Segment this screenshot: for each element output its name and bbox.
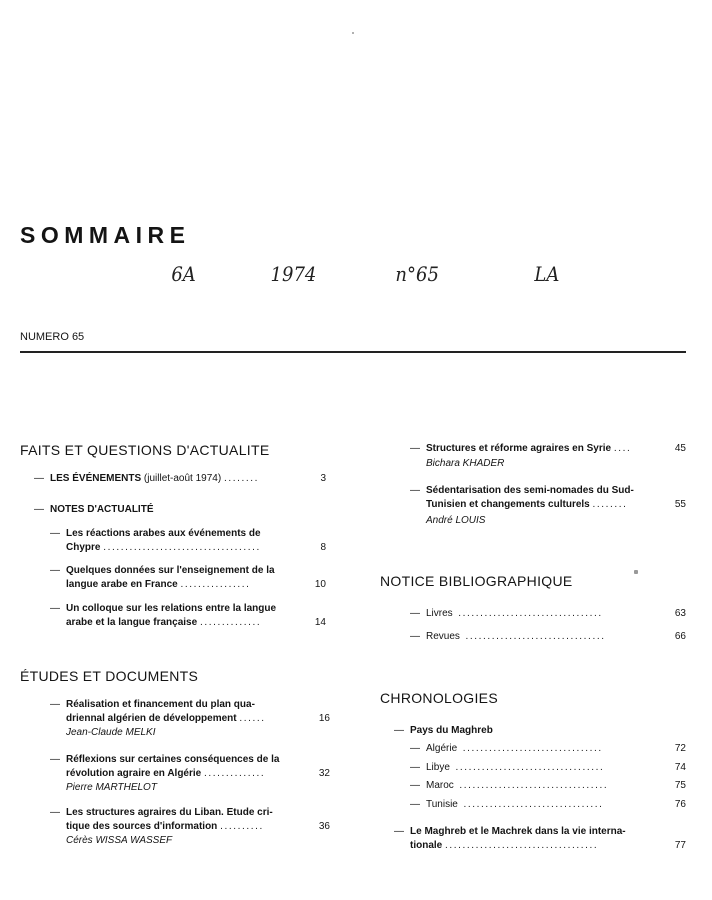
section-heading-etudes: ÉTUDES ET DOCUMENTS bbox=[20, 668, 199, 684]
section-heading-chronologies: CHRONOLOGIES bbox=[380, 690, 498, 706]
toc-entry-note: — Quelques données sur l'enseignement de la langue arabe en France ................ 10 bbox=[50, 565, 326, 590]
toc-entry-country: — Maroc .................................. 75 bbox=[410, 780, 686, 791]
page-number: 55 bbox=[674, 499, 686, 510]
page-number: 14 bbox=[314, 617, 326, 628]
page-number: 45 bbox=[674, 443, 686, 454]
toc-entry-etude: — Réflexions sur certaines conséquences de la révolution agraire en Algérie .............. 32 bbox=[50, 754, 330, 779]
toc-entry-maghreb: — Pays du Maghreb bbox=[394, 725, 493, 736]
author-name: Jean-Claude MELKI bbox=[66, 727, 156, 738]
page-number: 75 bbox=[674, 780, 686, 791]
page-number: 74 bbox=[674, 762, 686, 773]
scan-speck bbox=[352, 32, 354, 34]
toc-entry-etude: — Sédentarisation des semi-nomades du Sud- Tunisien et changements culturels ........ 55 bbox=[410, 485, 686, 510]
page-number: 32 bbox=[318, 768, 330, 779]
handwritten-annotation: 1974 bbox=[270, 262, 317, 286]
toc-entry-etude: — Structures et réforme agraires en Syrie .... 45 bbox=[410, 443, 686, 454]
section-heading-faits: FAITS ET QUESTIONS D'ACTUALITE bbox=[20, 442, 270, 458]
page-number: 8 bbox=[320, 542, 326, 553]
toc-entry-notice: — Revues ................................ 66 bbox=[410, 631, 686, 642]
page-number: 66 bbox=[674, 631, 686, 642]
page-number: 10 bbox=[314, 579, 326, 590]
page-number: 63 bbox=[674, 608, 686, 619]
handwritten-annotation: n°65 bbox=[395, 262, 439, 286]
toc-entry-etude: — Les structures agraires du Liban. Etude cri- tique des sources d'information .......... 36 bbox=[50, 807, 330, 832]
toc-entry-evenements: — LES ÉVÉNEMENTS (juillet-août 1974) ........ 3 bbox=[34, 473, 326, 484]
toc-entry-notice: — Livres ................................. 63 bbox=[410, 608, 686, 619]
author-name: Pierre MARTHELOT bbox=[66, 782, 157, 793]
header-rule bbox=[20, 351, 686, 353]
toc-entry-notes: — NOTES D'ACTUALITÉ bbox=[34, 504, 154, 515]
page-number: 3 bbox=[320, 473, 326, 484]
handwritten-annotation: 6A bbox=[171, 262, 196, 286]
page-number: 72 bbox=[674, 743, 686, 754]
toc-entry-machrek: — Le Maghreb et le Machrek dans la vie interna- tionale ................................... 77 bbox=[394, 826, 686, 851]
author-name: Cérès WISSA WASSEF bbox=[66, 835, 173, 846]
page-number: 76 bbox=[674, 799, 686, 810]
toc-entry-country: — Libye .................................. 74 bbox=[410, 762, 686, 773]
toc-entry-country: — Tunisie ................................ 76 bbox=[410, 799, 686, 810]
page-number: 16 bbox=[318, 713, 330, 724]
page-title: SOMMAIRE bbox=[20, 222, 191, 248]
author-name: André LOUIS bbox=[426, 515, 486, 526]
page-number: 77 bbox=[674, 840, 686, 851]
section-heading-notice: NOTICE BIBLIOGRAPHIQUE bbox=[380, 573, 573, 589]
page-number: 36 bbox=[318, 821, 330, 832]
toc-entry-note: — Un colloque sur les relations entre la langue arabe et la langue française .............. 14 bbox=[50, 603, 326, 628]
issue-number: NUMERO 65 bbox=[20, 331, 85, 343]
handwritten-annotation: LA bbox=[534, 262, 560, 286]
scan-speck bbox=[634, 570, 638, 574]
toc-entry-etude: — Réalisation et financement du plan qua- driennal algérien de développement ...... 16 bbox=[50, 699, 330, 724]
toc-entry-country: — Algérie ................................ 72 bbox=[410, 743, 686, 754]
toc-entry-note: — Les réactions arabes aux événements de Chypre .................................... 8 bbox=[50, 528, 326, 553]
author-name: Bichara KHADER bbox=[426, 458, 505, 469]
